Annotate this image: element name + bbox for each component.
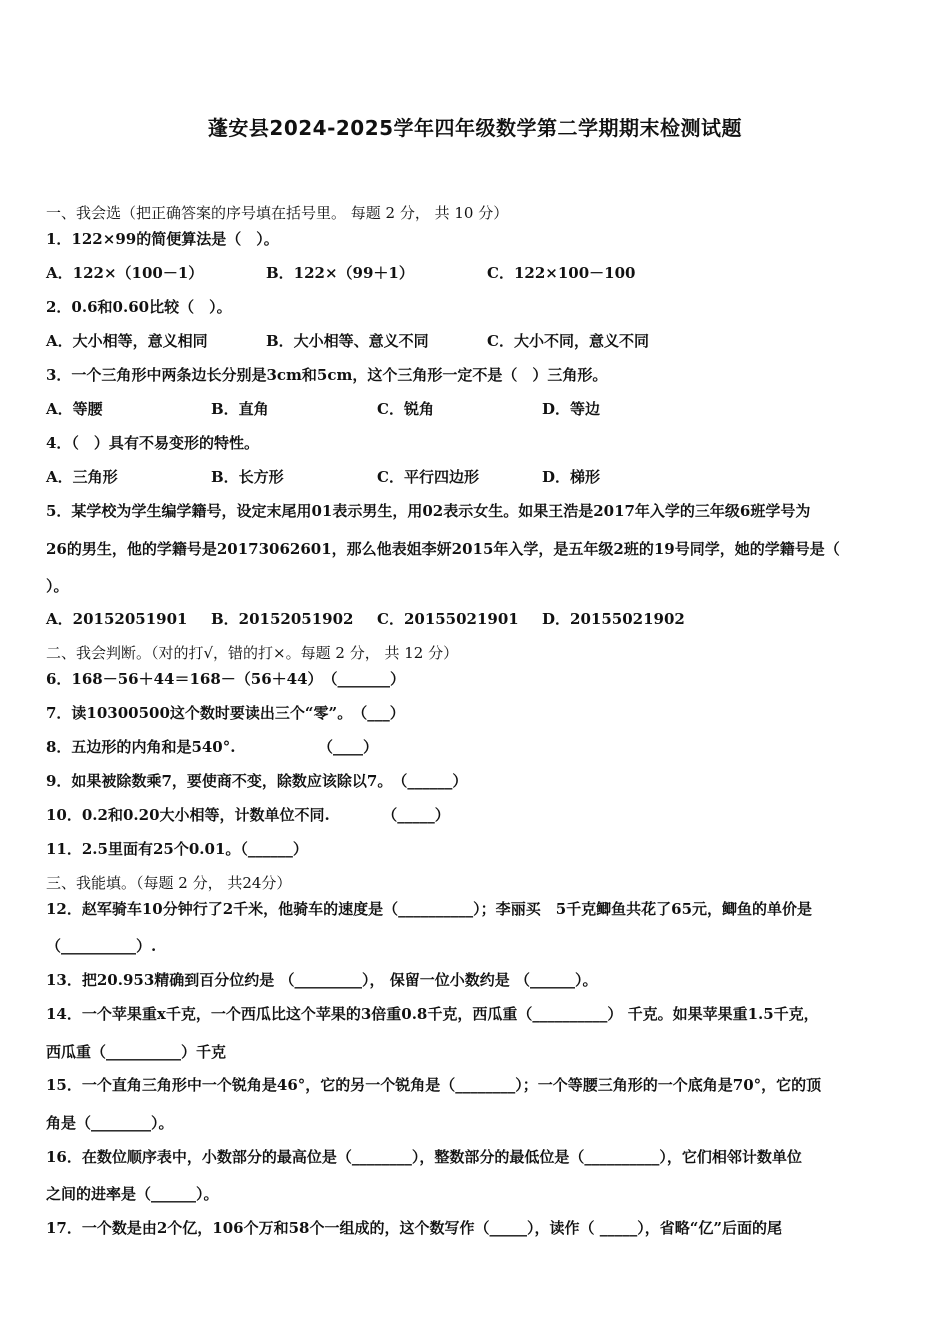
question-16-line-2: 之间的进率是（______）。 bbox=[46, 1185, 219, 1203]
question-15-line-2: 角是（________）。 bbox=[46, 1114, 174, 1132]
question-10: 10．0.2和0.20大小相等，计数单位不同. （_____） bbox=[46, 806, 450, 824]
question-12-line-2: （__________）. bbox=[46, 937, 157, 955]
q2-option-a: A．大小相等，意义相同 bbox=[46, 332, 208, 350]
q5-option-a: A．20152051901 bbox=[46, 610, 188, 628]
question-5-line-3: ）。 bbox=[46, 577, 69, 595]
q3-option-c: C．锐角 bbox=[377, 400, 434, 418]
q1-option-b: B．122×（99＋1） bbox=[266, 264, 414, 282]
question-17-line-1: 17．一个数是由2个亿，106个万和58个一组成的，这个数写作（_____），读作（ _____），省略“亿”后面的尾 bbox=[46, 1219, 782, 1237]
q3-option-d: D．等边 bbox=[542, 400, 601, 418]
question-3: 3．一个三角形中两条边长分别是3cm和5cm，这个三角形一定不是（ ）三角形。 bbox=[46, 366, 608, 384]
question-5-line-2: 26的男生，他的学籍号是20173062601，那么他表姐李妍2015年入学，是五年级2班的19号同学，她的学籍号是（ bbox=[46, 540, 840, 558]
q2-option-c: C．大小不同，意义不同 bbox=[487, 332, 649, 350]
q5-option-b: B．20152051902 bbox=[211, 610, 354, 628]
q5-option-c: C．20155021901 bbox=[377, 610, 519, 628]
question-5-line-1: 5．某学校为学生编学籍号，设定末尾用01表示男生，用02表示女生。如果王浩是2017年入学的三年级6班学号为 bbox=[46, 502, 811, 520]
section-2-heading: 二、我会判断。（对的打√，错的打×。每题 2 分， 共 12 分） bbox=[46, 644, 459, 662]
question-1: 1．122×99的简便算法是（ ）。 bbox=[46, 230, 279, 248]
q5-option-d: D．20155021902 bbox=[542, 610, 685, 628]
q1-option-a: A．122×（100－1） bbox=[46, 264, 204, 282]
question-12-line-1: 12．赵军骑车10分钟行了2千米，他骑车的速度是（__________）；李丽买 5千克鲫鱼共花了65元，鲫鱼的单价是 bbox=[46, 900, 813, 918]
question-14-line-1: 14．一个苹果重x千克，一个西瓜比这个苹果的3倍重0.8千克，西瓜重（__________） 千克。如果苹果重1.5千克， bbox=[46, 1005, 819, 1023]
question-2: 2．0.6和0.60比较（ ）。 bbox=[46, 298, 232, 316]
q4-option-b: B．长方形 bbox=[211, 468, 284, 486]
q3-option-b: B．直角 bbox=[211, 400, 269, 418]
question-7: 7．读10300500这个数时要读出三个“零”。 （___） bbox=[46, 704, 405, 722]
q3-option-a: A．等腰 bbox=[46, 400, 103, 418]
q4-option-d: D．梯形 bbox=[542, 468, 601, 486]
q4-option-c: C．平行四边形 bbox=[377, 468, 479, 486]
question-11: 11．2.5里面有25个0.01。（______） bbox=[46, 840, 308, 858]
question-16-line-1: 16．在数位顺序表中，小数部分的最高位是（________），整数部分的最低位是（__________），它们相邻计数单位 bbox=[46, 1148, 802, 1166]
page-title: 蓬安县2024-2025学年四年级数学第二学期期末检测试题 bbox=[207, 116, 743, 140]
q4-option-a: A．三角形 bbox=[46, 468, 118, 486]
question-9: 9．如果被除数乘7，要使商不变，除数应该除以7。 （______） bbox=[46, 772, 468, 790]
section-3-heading: 三、我能填。（每题 2 分， 共24分） bbox=[46, 874, 292, 892]
q2-option-b: B．大小相等、意义不同 bbox=[266, 332, 429, 350]
question-6: 6．168－56＋44＝168－（56＋44） （_______） bbox=[46, 670, 406, 688]
section-1-heading: 一、我会选（把正确答案的序号填在括号里。 每题 2 分， 共 10 分） bbox=[46, 204, 509, 222]
question-4: 4．（ ）具有不易变形的特性。 bbox=[46, 434, 259, 452]
question-15-line-1: 15．一个直角三角形中一个锐角是46°，它的另一个锐角是（________）；一个等腰三角形的一个底角是70°，它的顶 bbox=[46, 1076, 822, 1094]
question-13: 13．把20.953精确到百分位约是 （_________）， 保留一位小数约是 （______）。 bbox=[46, 971, 598, 989]
q1-option-c: C．122×100－100 bbox=[487, 264, 636, 282]
question-8: 8．五边形的内角和是540°. （____） bbox=[46, 738, 378, 756]
question-14-line-2: 西瓜重（__________）千克 bbox=[46, 1043, 227, 1061]
